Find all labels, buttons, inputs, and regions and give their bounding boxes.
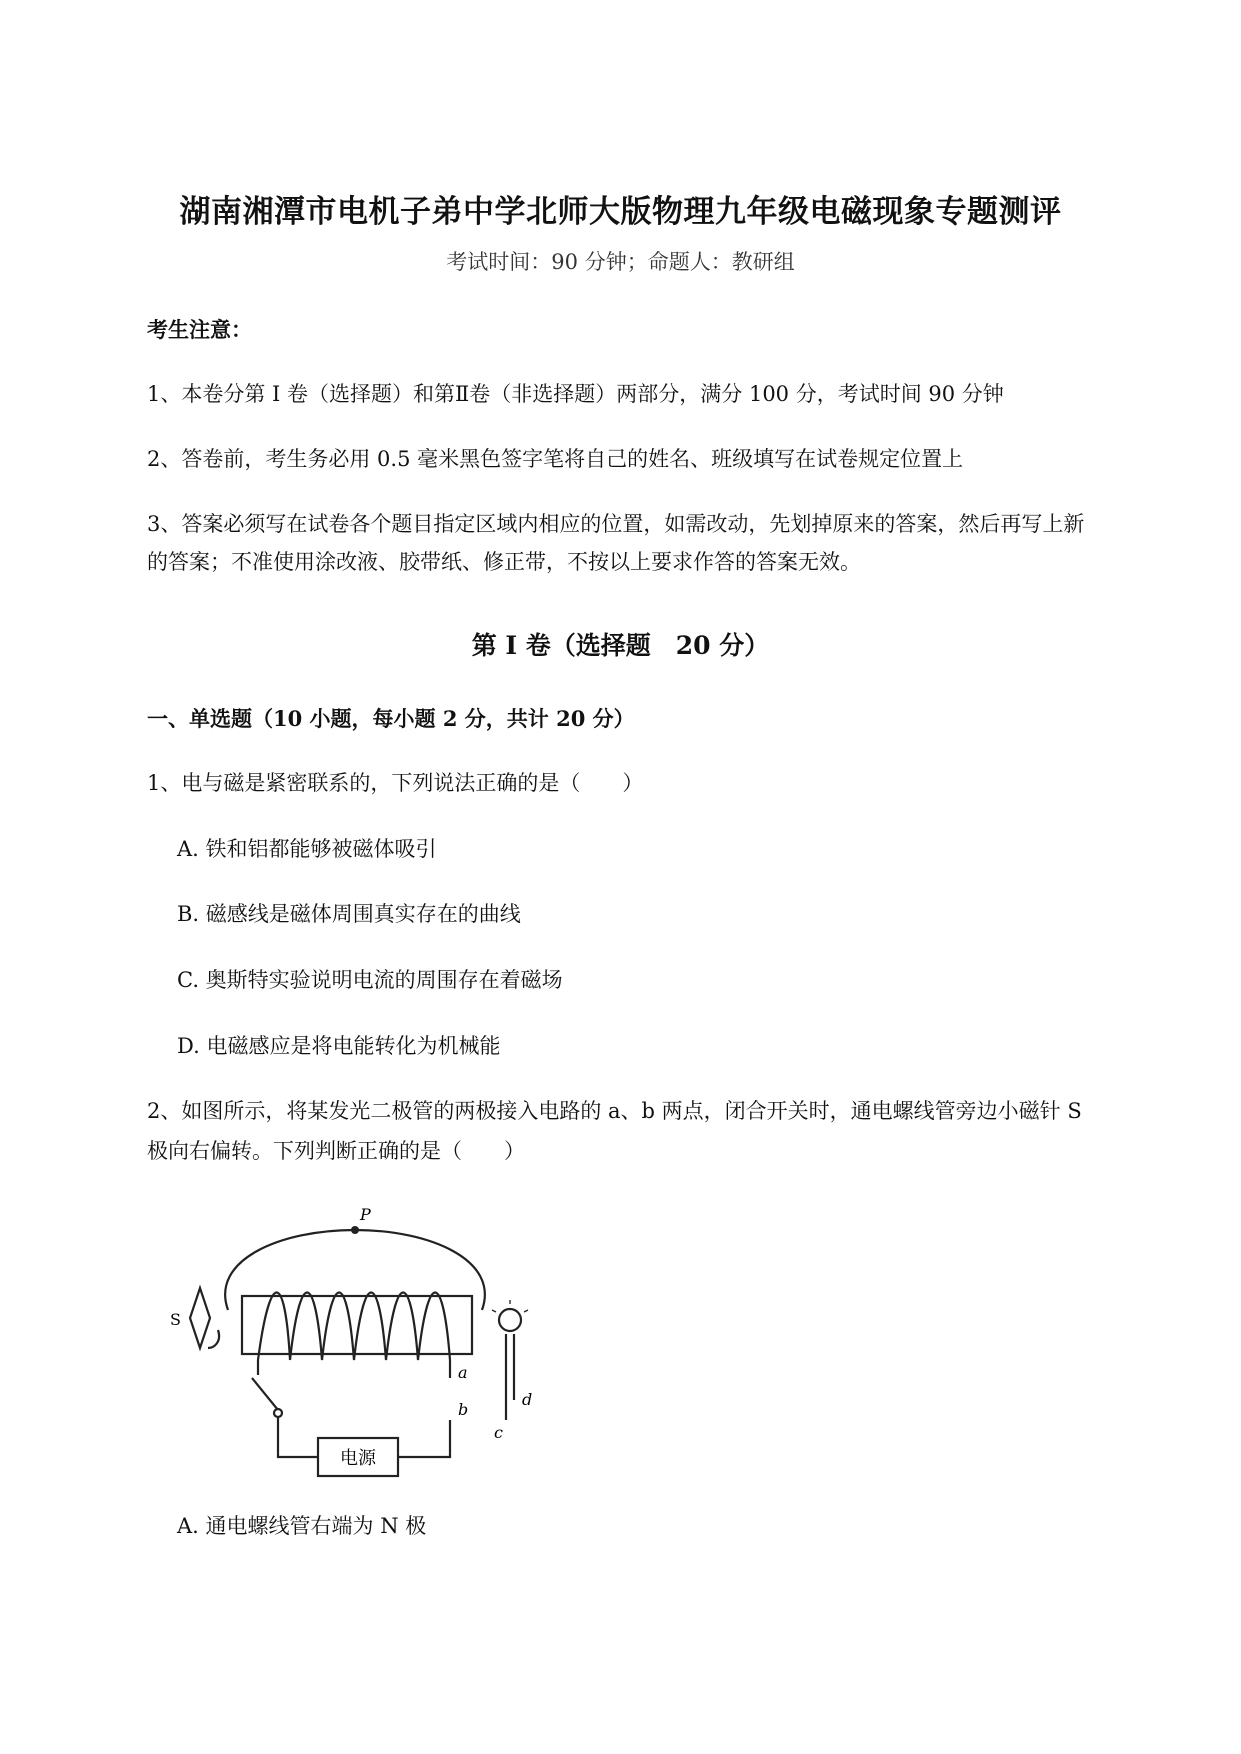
solenoid-circuit-figure bbox=[170, 1200, 570, 1480]
bottom-left-wire bbox=[278, 1417, 318, 1457]
switch-pivot bbox=[274, 1409, 282, 1417]
question-1-option-b: B. 磁感线是磁体周围真实存在的曲线 bbox=[177, 902, 521, 926]
label-d: d bbox=[522, 1390, 533, 1409]
label-a: a bbox=[458, 1363, 468, 1382]
notice-heading: 考生注意： bbox=[147, 317, 252, 342]
question-2-stem-line2: 极向右偏转。下列判断正确的是（ ） bbox=[147, 1139, 525, 1163]
label-p: P bbox=[360, 1205, 371, 1224]
section-title: 第 I 卷（选择题 20 分） bbox=[471, 631, 770, 660]
bottom-right-wire bbox=[398, 1420, 450, 1457]
switch-lever bbox=[252, 1378, 278, 1410]
point-p-dot bbox=[351, 1226, 359, 1234]
solenoid-core bbox=[242, 1296, 472, 1354]
exam-subtitle: 考试时间：90 分钟；命题人：教研组 bbox=[446, 250, 795, 274]
question-2-option-a: A. 通电螺线管右端为 N 极 bbox=[177, 1514, 427, 1538]
compass-rotation-arrow bbox=[208, 1330, 219, 1348]
top-arc-wire bbox=[225, 1230, 485, 1310]
question-1-stem: 1、电与磁是紧密联系的，下列说法正确的是（ ） bbox=[147, 771, 644, 795]
exam-title: 湖南湘潭市电机子弟中学北师大版物理九年级电磁现象专题测评 bbox=[179, 194, 1062, 230]
question-2-stem-line1: 2、如图所示，将某发光二极管的两极接入电路的 a、b 两点，闭合开关时，通电螺线管旁边小磁针 S bbox=[147, 1099, 1082, 1123]
label-c: c bbox=[494, 1423, 503, 1442]
label-b: b bbox=[458, 1400, 469, 1419]
question-1-option-a: A. 铁和铝都能够被磁体吸引 bbox=[177, 837, 437, 861]
part-heading: 一、单选题（10 小题，每小题 2 分，共计 20 分） bbox=[147, 706, 635, 731]
solenoid-coil bbox=[258, 1293, 450, 1361]
question-1-option-d: D. 电磁感应是将电能转化为机械能 bbox=[177, 1034, 501, 1058]
power-source-label: 电源 bbox=[340, 1448, 376, 1469]
label-s: S bbox=[170, 1310, 181, 1329]
notice-item-3-continued: 的答案；不准使用涂改液、胶带纸、修正带，不按以上要求作答的答案无效。 bbox=[147, 550, 861, 574]
led-bulb bbox=[499, 1309, 521, 1331]
notice-item-3: 3、答案必须写在试卷各个题目指定区域内相应的位置，如需改动，先划掉原来的答案，然后再写上新 bbox=[147, 512, 1085, 536]
compass-needle bbox=[190, 1288, 210, 1348]
question-1-option-c: C. 奥斯特实验说明电流的周围存在着磁场 bbox=[177, 968, 563, 992]
notice-item-1: 1、本卷分第 I 卷（选择题）和第Ⅱ卷（非选择题）两部分，满分 100 分，考试时间 90 分钟 bbox=[147, 382, 1004, 406]
notice-item-2: 2、答卷前，考生务必用 0.5 毫米黑色签字笔将自己的姓名、班级填写在试卷规定位置上 bbox=[147, 447, 964, 471]
